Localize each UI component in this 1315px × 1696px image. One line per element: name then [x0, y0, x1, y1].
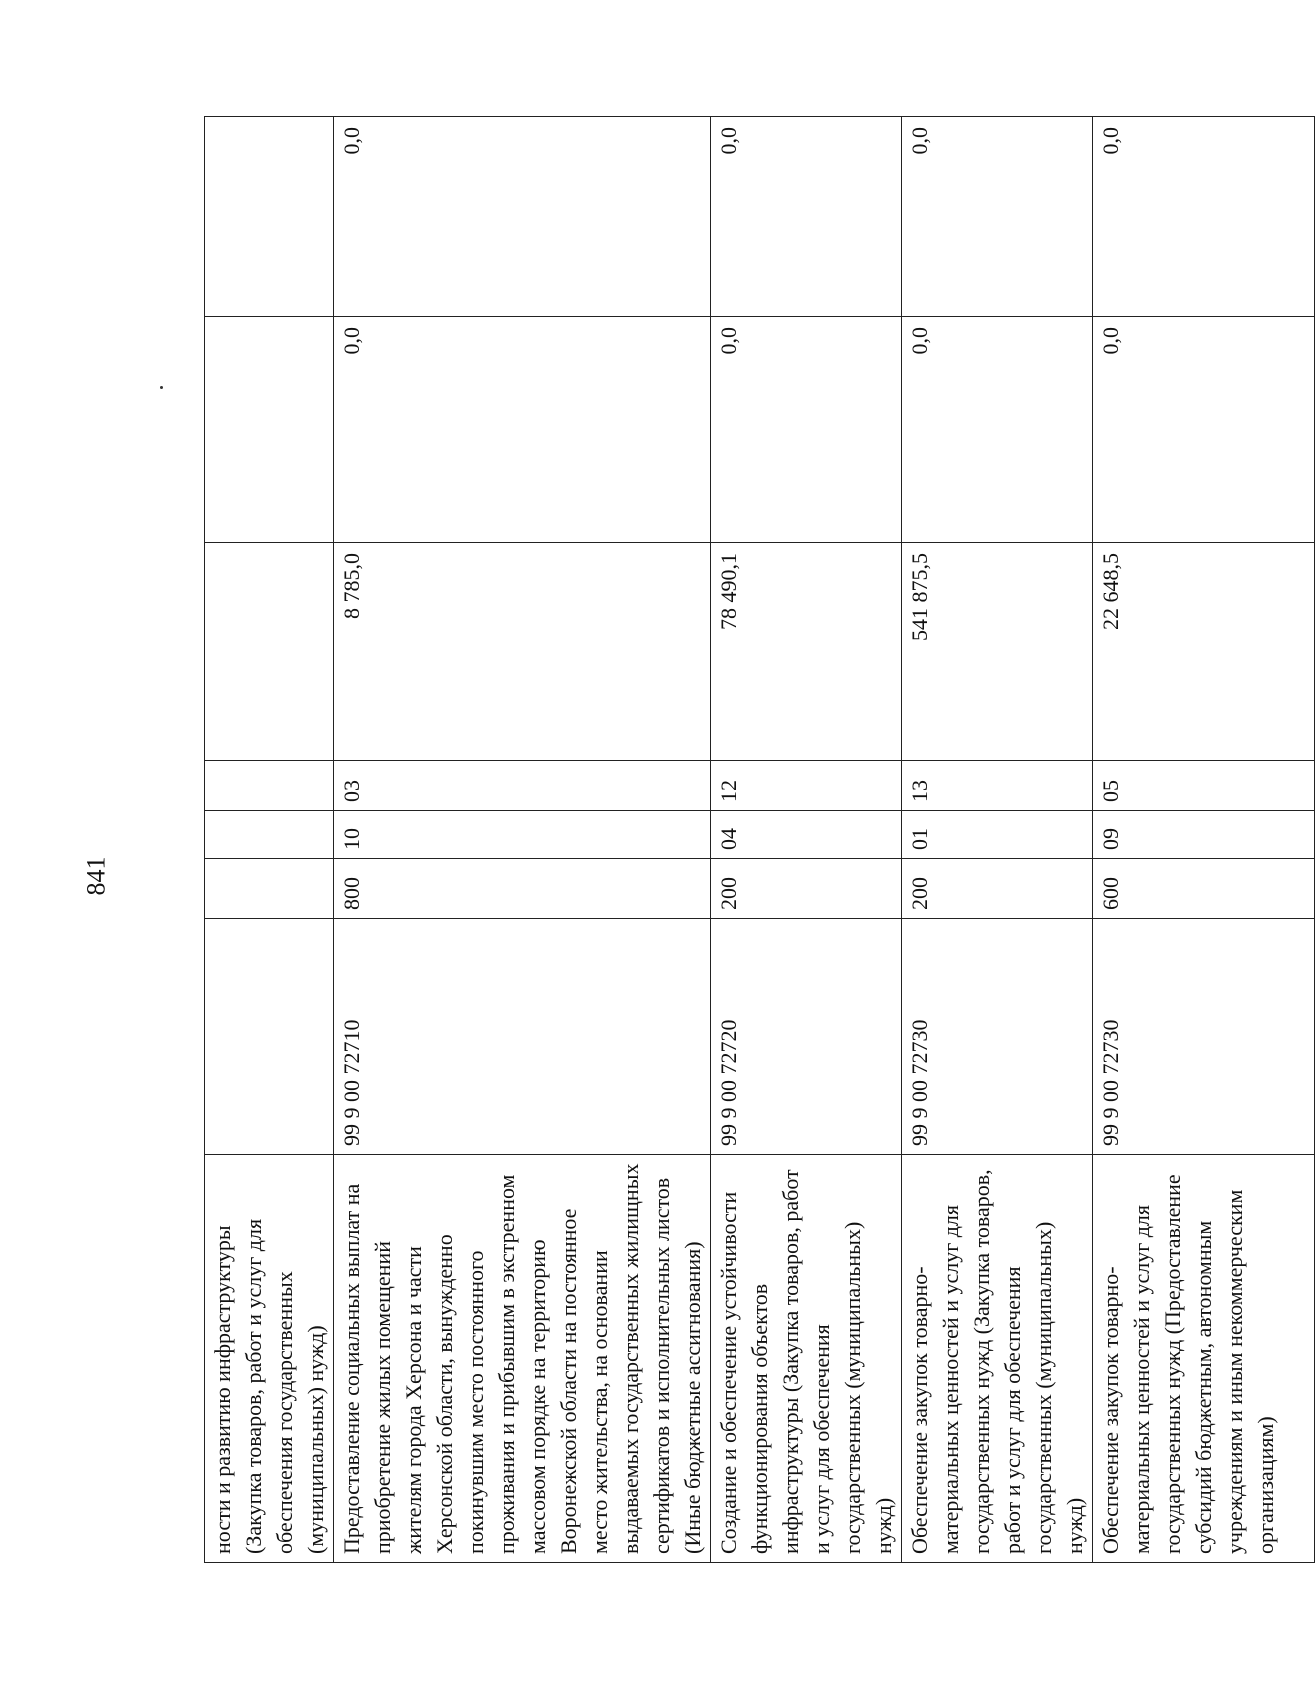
row-amount-3: 0,0: [1093, 117, 1315, 317]
table-row: [711, 117, 902, 1563]
row-target-code: 99 9 00 72730: [902, 919, 1093, 1155]
row-description: ности и развитию инфраструктуры (Закупка товаров, работ и услуг для обеспечения государственных (муниципальных) нужд): [205, 1155, 334, 1563]
row-amount-3: 0,0: [334, 117, 711, 317]
row-subsection: 05: [1093, 761, 1315, 811]
row-expense-type: 200: [711, 859, 902, 919]
row-expense-type: 600: [1093, 859, 1315, 919]
rotated-page-content: [204, 117, 1278, 1563]
row-amount-2: 0,0: [902, 317, 1093, 543]
budget-table: [204, 116, 1315, 1563]
row-subsection: 13: [902, 761, 1093, 811]
row-amount-1: [205, 543, 334, 761]
row-target-code: 99 9 00 72730: [1093, 919, 1315, 1155]
page-number-text: 841: [81, 856, 110, 896]
row-description: Обеспечение закупок товарно-материальных ценностей и услуг для государственных нужд (Предоставление субсидий бюджетным, автономным учреждениям и иным некоммерческим организациям): [1093, 1155, 1315, 1563]
row-amount-2: 0,0: [1093, 317, 1315, 543]
row-amount-2: [205, 317, 334, 543]
row-subsection: 03: [334, 761, 711, 811]
row-amount-2: 0,0: [711, 317, 902, 543]
row-expense-type: 800: [334, 859, 711, 919]
row-description: Создание и обеспечение устойчивости функционирования объектов инфраструктуры (Закупка товаров, работ и услуг для обеспечения государственных (муниципальных) нужд): [711, 1155, 902, 1563]
row-description: Предоставление социальных выплат на приобретение жилых помещений жителям города Херсона и части Херсонской области, вынужденно покинувшим место постоянного проживания и прибывшим в экстренном массовом порядке на территорию Воронежской области на постоянное место жительства, на основании выдаваемых государственных жилищных сертификатов и исполнительных листов (Иные бюджетные ассигнования): [334, 1155, 711, 1563]
row-subsection: 12: [711, 761, 902, 811]
row-section: [205, 811, 334, 859]
page-number: [76, 846, 116, 906]
scan-speck: [160, 386, 163, 389]
table-row: [1093, 117, 1315, 1563]
row-amount-1: 78 490,1: [711, 543, 902, 761]
row-target-code: [205, 919, 334, 1155]
row-amount-1: 541 875,5: [902, 543, 1093, 761]
row-section: 01: [902, 811, 1093, 859]
table-row: [902, 117, 1093, 1563]
row-section: 10: [334, 811, 711, 859]
table-row: [205, 117, 334, 1563]
row-target-code: 99 9 00 72720: [711, 919, 902, 1155]
row-expense-type: [205, 859, 334, 919]
row-subsection: [205, 761, 334, 811]
row-amount-1: 22 648,5: [1093, 543, 1315, 761]
row-target-code: 99 9 00 72710: [334, 919, 711, 1155]
row-amount-1: 8 785,0: [334, 543, 711, 761]
row-amount-3: 0,0: [902, 117, 1093, 317]
row-amount-3: [205, 117, 334, 317]
row-description: Обеспечение закупок товарно-материальных ценностей и услуг для государственных нужд (Закупка товаров, работ и услуг для обеспечения государственных (муниципальных) нужд): [902, 1155, 1093, 1563]
row-amount-2: 0,0: [334, 317, 711, 543]
row-amount-3: 0,0: [711, 117, 902, 317]
row-section: 09: [1093, 811, 1315, 859]
row-section: 04: [711, 811, 902, 859]
row-expense-type: 200: [902, 859, 1093, 919]
table-row: [334, 117, 711, 1563]
